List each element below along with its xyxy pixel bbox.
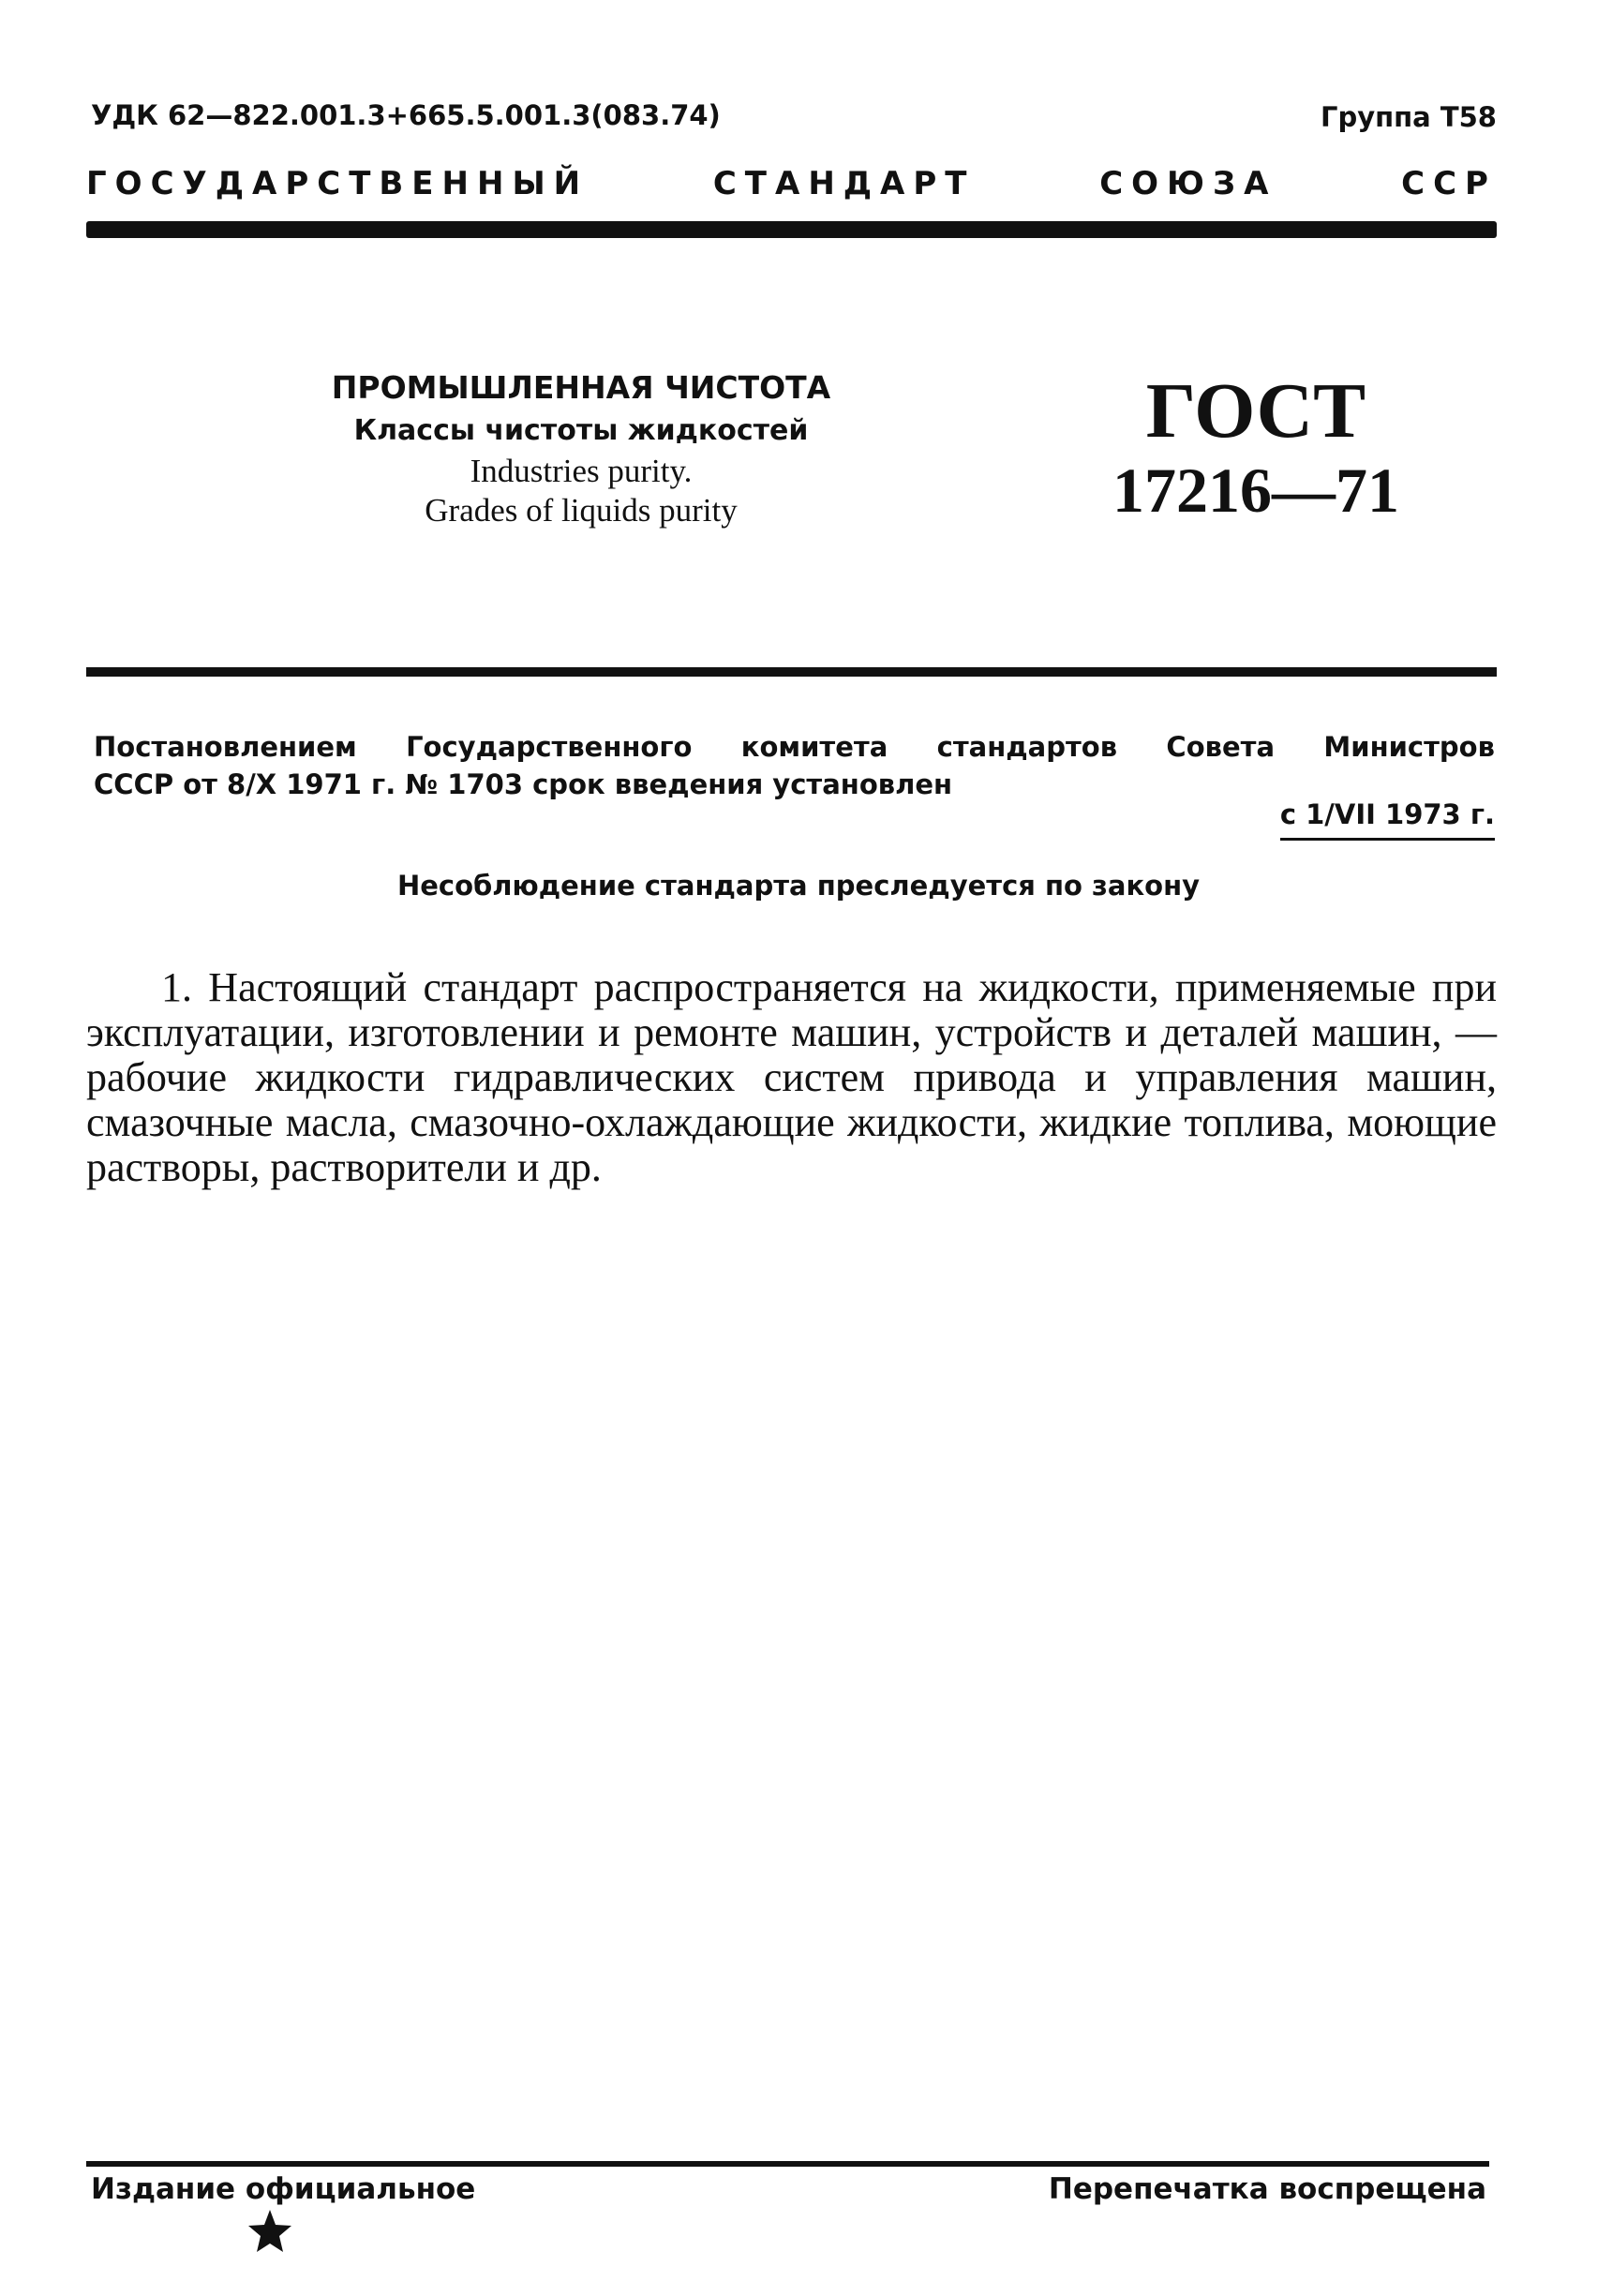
star-icon [246,2208,293,2255]
english-title-line2: Grades of liquids purity [425,492,738,529]
gost-number: 17216—71 [1112,455,1399,526]
decree-word: комитета [740,731,888,763]
standard-title-block [309,365,853,530]
banner-word: СОЮЗА [1099,165,1277,202]
decree-word: стандартов [936,731,1118,763]
udk-code: УДК 62—822.001.3+665.5.001.3(083.74) [91,99,721,131]
english-title-line1: Industries purity. [470,453,693,489]
decree-line-2: СССР от 8/X 1971 г. № 1703 срок введения установлен [94,768,953,800]
effective-date: с 1/VII 1973 г. [1280,798,1495,841]
standard-subtitle: Классы чистоты жидкостей [353,414,809,447]
group-code: Группа Т58 [1320,101,1497,133]
banner-word: ССР [1401,165,1497,202]
decree-word: Постановлением [94,731,357,763]
decree-line-1 [94,728,1495,766]
banner-word: ГОСУДАРСТВЕННЫЙ [86,165,590,202]
top-rule [86,221,1497,238]
decree-word: Совета [1166,731,1276,763]
standard-title: ПРОМЫШЛЕННАЯ ЧИСТОТА [331,369,831,406]
reprint-prohibited-label: Перепечатка воспрещена [1048,2172,1486,2206]
middle-rule [86,667,1497,677]
decree-word: Государственного [406,731,693,763]
state-standard-banner [86,165,1497,202]
bottom-rule [86,2161,1489,2167]
banner-word: СТАНДАРТ [712,165,976,202]
gost-designation [1097,367,1415,528]
decree-text [94,728,1495,803]
paragraph-1: 1. Настоящий стандарт распространяется на жидкости, применяемые при эксплуатации, изготовлении и ремонте машин, устройств и деталей машин, — рабочие жидкости гидравлических систем привода и управления машин, смазочные масла, смазочно-охлаждающие жидкости, жидкие топлива, моющие растворы, растворители и др. [86,964,1497,1190]
decree-word: Министров [1323,731,1495,763]
official-edition-label: Издание официальное [91,2172,476,2206]
legal-notice: Несоблюдение стандарта преследуется по закону [396,870,1201,902]
gost-label: ГОСТ [1145,367,1366,455]
